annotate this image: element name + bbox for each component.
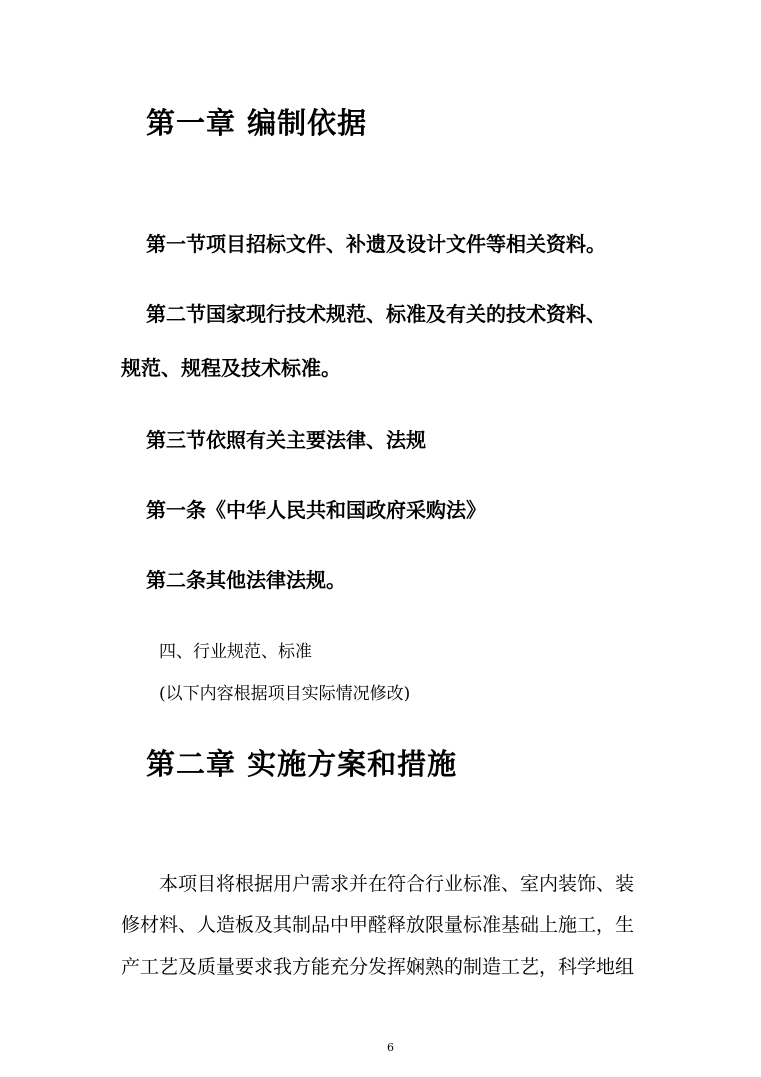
chapter-2-title: 第二章 实施方案和措施 — [146, 747, 458, 781]
section-3: 第三节依照有关主要法律、法规 — [146, 428, 426, 452]
article-1: 第一条《中华人民共和国政府采购法》 — [146, 498, 486, 522]
section-2-line-2: 规范、规程及技术标准。 — [121, 356, 341, 380]
chapter-1-title: 第一章 编制依据 — [146, 106, 368, 140]
section-2-line-1: 第二节国家现行技术规范、标准及有关的技术资料、 — [146, 302, 606, 326]
remark-note: (以下内容根据项目实际情况修改) — [159, 684, 411, 704]
item-4-heading: 四、行业规范、标准 — [159, 642, 312, 662]
paragraph-line-2: 修材料、人造板及其制品中甲醛释放限量标准基础上施工，生 — [121, 914, 635, 936]
section-1: 第一节项目招标文件、补遗及设计文件等相关资料。 — [146, 232, 606, 256]
page-number: 6 — [387, 1041, 394, 1054]
paragraph-line-1: 本项目将根据用户需求并在符合行业标准、室内装饰、装 — [159, 873, 635, 895]
paragraph-line-3: 产工艺及质量要求我方能充分发挥娴熟的制造工艺，科学地组 — [121, 956, 635, 978]
article-2: 第二条其他法律法规。 — [146, 568, 346, 592]
